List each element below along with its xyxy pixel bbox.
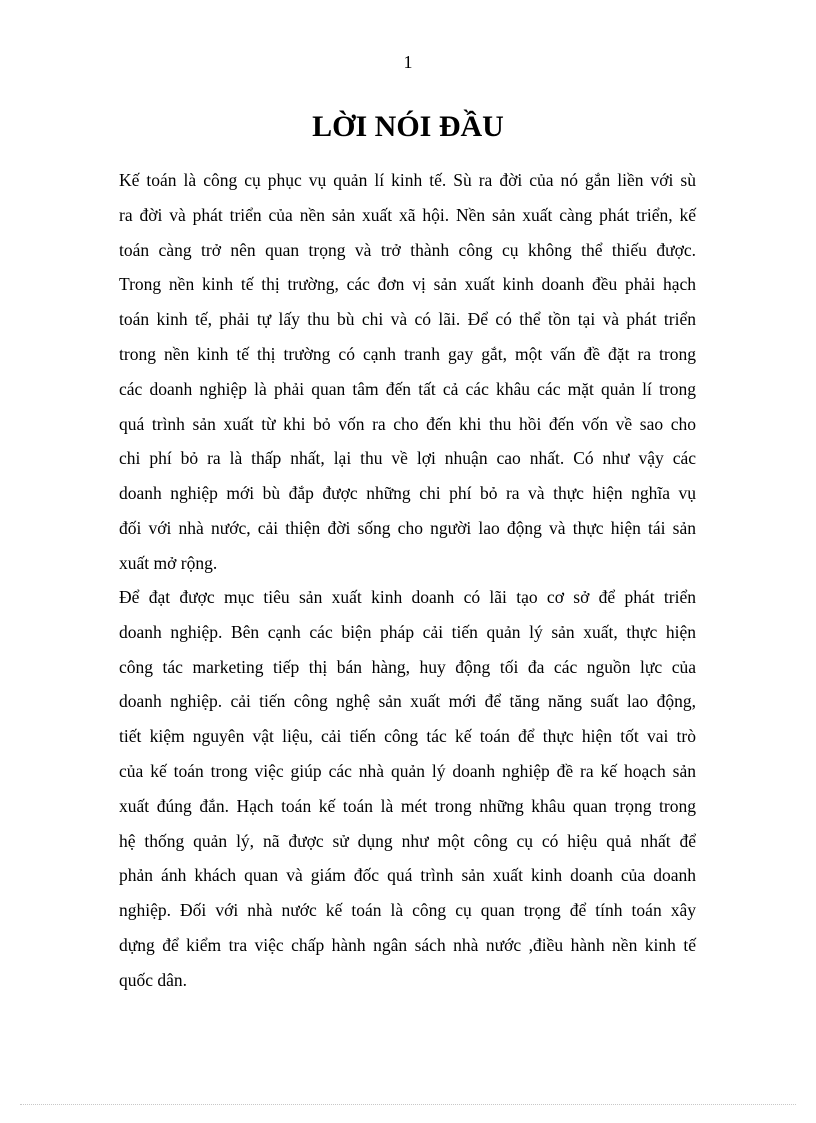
paragraph-line: Để đạt được mục tiêu sản xuất kinh doanh có lãi tạo cơ sở để phát triển [119, 587, 696, 607]
page-number: 1 [403, 52, 413, 72]
footer-divider [20, 1104, 796, 1105]
paragraph-line: Kế toán là công cụ phục vụ quản lí kinh tế. Sù ra đời của nó gắn liền với sù [119, 170, 696, 190]
paragraph-line: đối với nhà nước, cải thiện đời sống cho người lao động và thực hiện tái sản [119, 517, 696, 538]
paragraph-line: tiết kiệm nguyên vật liệu, cải tiến công tác kế toán để thực hiện tốt vai trò [119, 726, 696, 747]
paragraph-line: quốc dân. [119, 969, 188, 990]
paragraph-line: toán kinh tế, phải tự lấy thu bù chi và có lãi. Để có thể tồn tại và phát triển [119, 309, 696, 330]
paragraph-line: dựng để kiểm tra việc chấp hành ngân sách nhà nước ,điều hành nền kinh tế [119, 934, 696, 955]
paragraph-line: doanh nghiệp. Bên cạnh các biện pháp cải tiến quản lý sản xuất, thực hiện [119, 621, 696, 642]
page-title: LỜI NÓI ĐẦU [312, 110, 504, 143]
paragraph-line: Trong nền kinh tế thị trường, các đơn vị sản xuất kinh doanh đều phải hạch [119, 274, 696, 295]
paragraph-line: các doanh nghiệp là phải quan tâm đến tất cả các khâu các mặt quản lí trong [119, 378, 696, 399]
paragraph-line: toán càng trở nên quan trọng và trở thành công cụ không thể thiếu được. [119, 239, 696, 260]
paragraph-line: xuất mở rộng. [119, 552, 218, 573]
paragraph-line: doanh nghiệp mới bù đắp được những chi phí bỏ ra và thực hiện nghĩa vụ [119, 483, 696, 504]
paragraph-line: xuất đúng đắn. Hạch toán kế toán là mét trong những khâu quan trọng trong [119, 795, 696, 816]
paragraph-line: phản ánh khách quan và giám đốc quá trình sản xuất kinh doanh của doanh [119, 865, 696, 886]
paragraph-line: ra đời và phát triển của nền sản xuất xã hội. Nền sản xuất càng phát triển, kế [119, 204, 696, 225]
paragraph-line: nghiệp. Đối với nhà nước kế toán là công cụ quan trọng để tính toán xây [119, 900, 696, 921]
paragraph-line: quá trình sản xuất từ khi bỏ vốn ra cho đến khi thu hồi đến vốn về sao cho [119, 413, 696, 434]
paragraph-line: chi phí bỏ ra là thấp nhất, lại thu về lợi nhuận cao nhất. Có như vậy các [119, 448, 696, 469]
paragraph-line: doanh nghiệp. cải tiến công nghệ sản xuất mới để tăng năng suất lao động, [119, 691, 696, 712]
paragraph-line: trong nền kinh tế thị trường có cạnh tranh gay gắt, một vấn đề đặt ra trong [119, 343, 696, 364]
paragraph-1 [119, 163, 696, 581]
paragraph-line: hệ thống quản lý, nã được sử dụng như một công cụ có hiệu quả nhất để [119, 830, 696, 851]
paragraph-line: của kế toán trong việc giúp các nhà quản lý doanh nghiệp đề ra kế hoạch sản [119, 760, 696, 781]
paragraph-2 [119, 580, 696, 998]
paragraph-line: công tác marketing tiếp thị bán hàng, huy động tối đa các nguồn lực của [119, 656, 696, 677]
